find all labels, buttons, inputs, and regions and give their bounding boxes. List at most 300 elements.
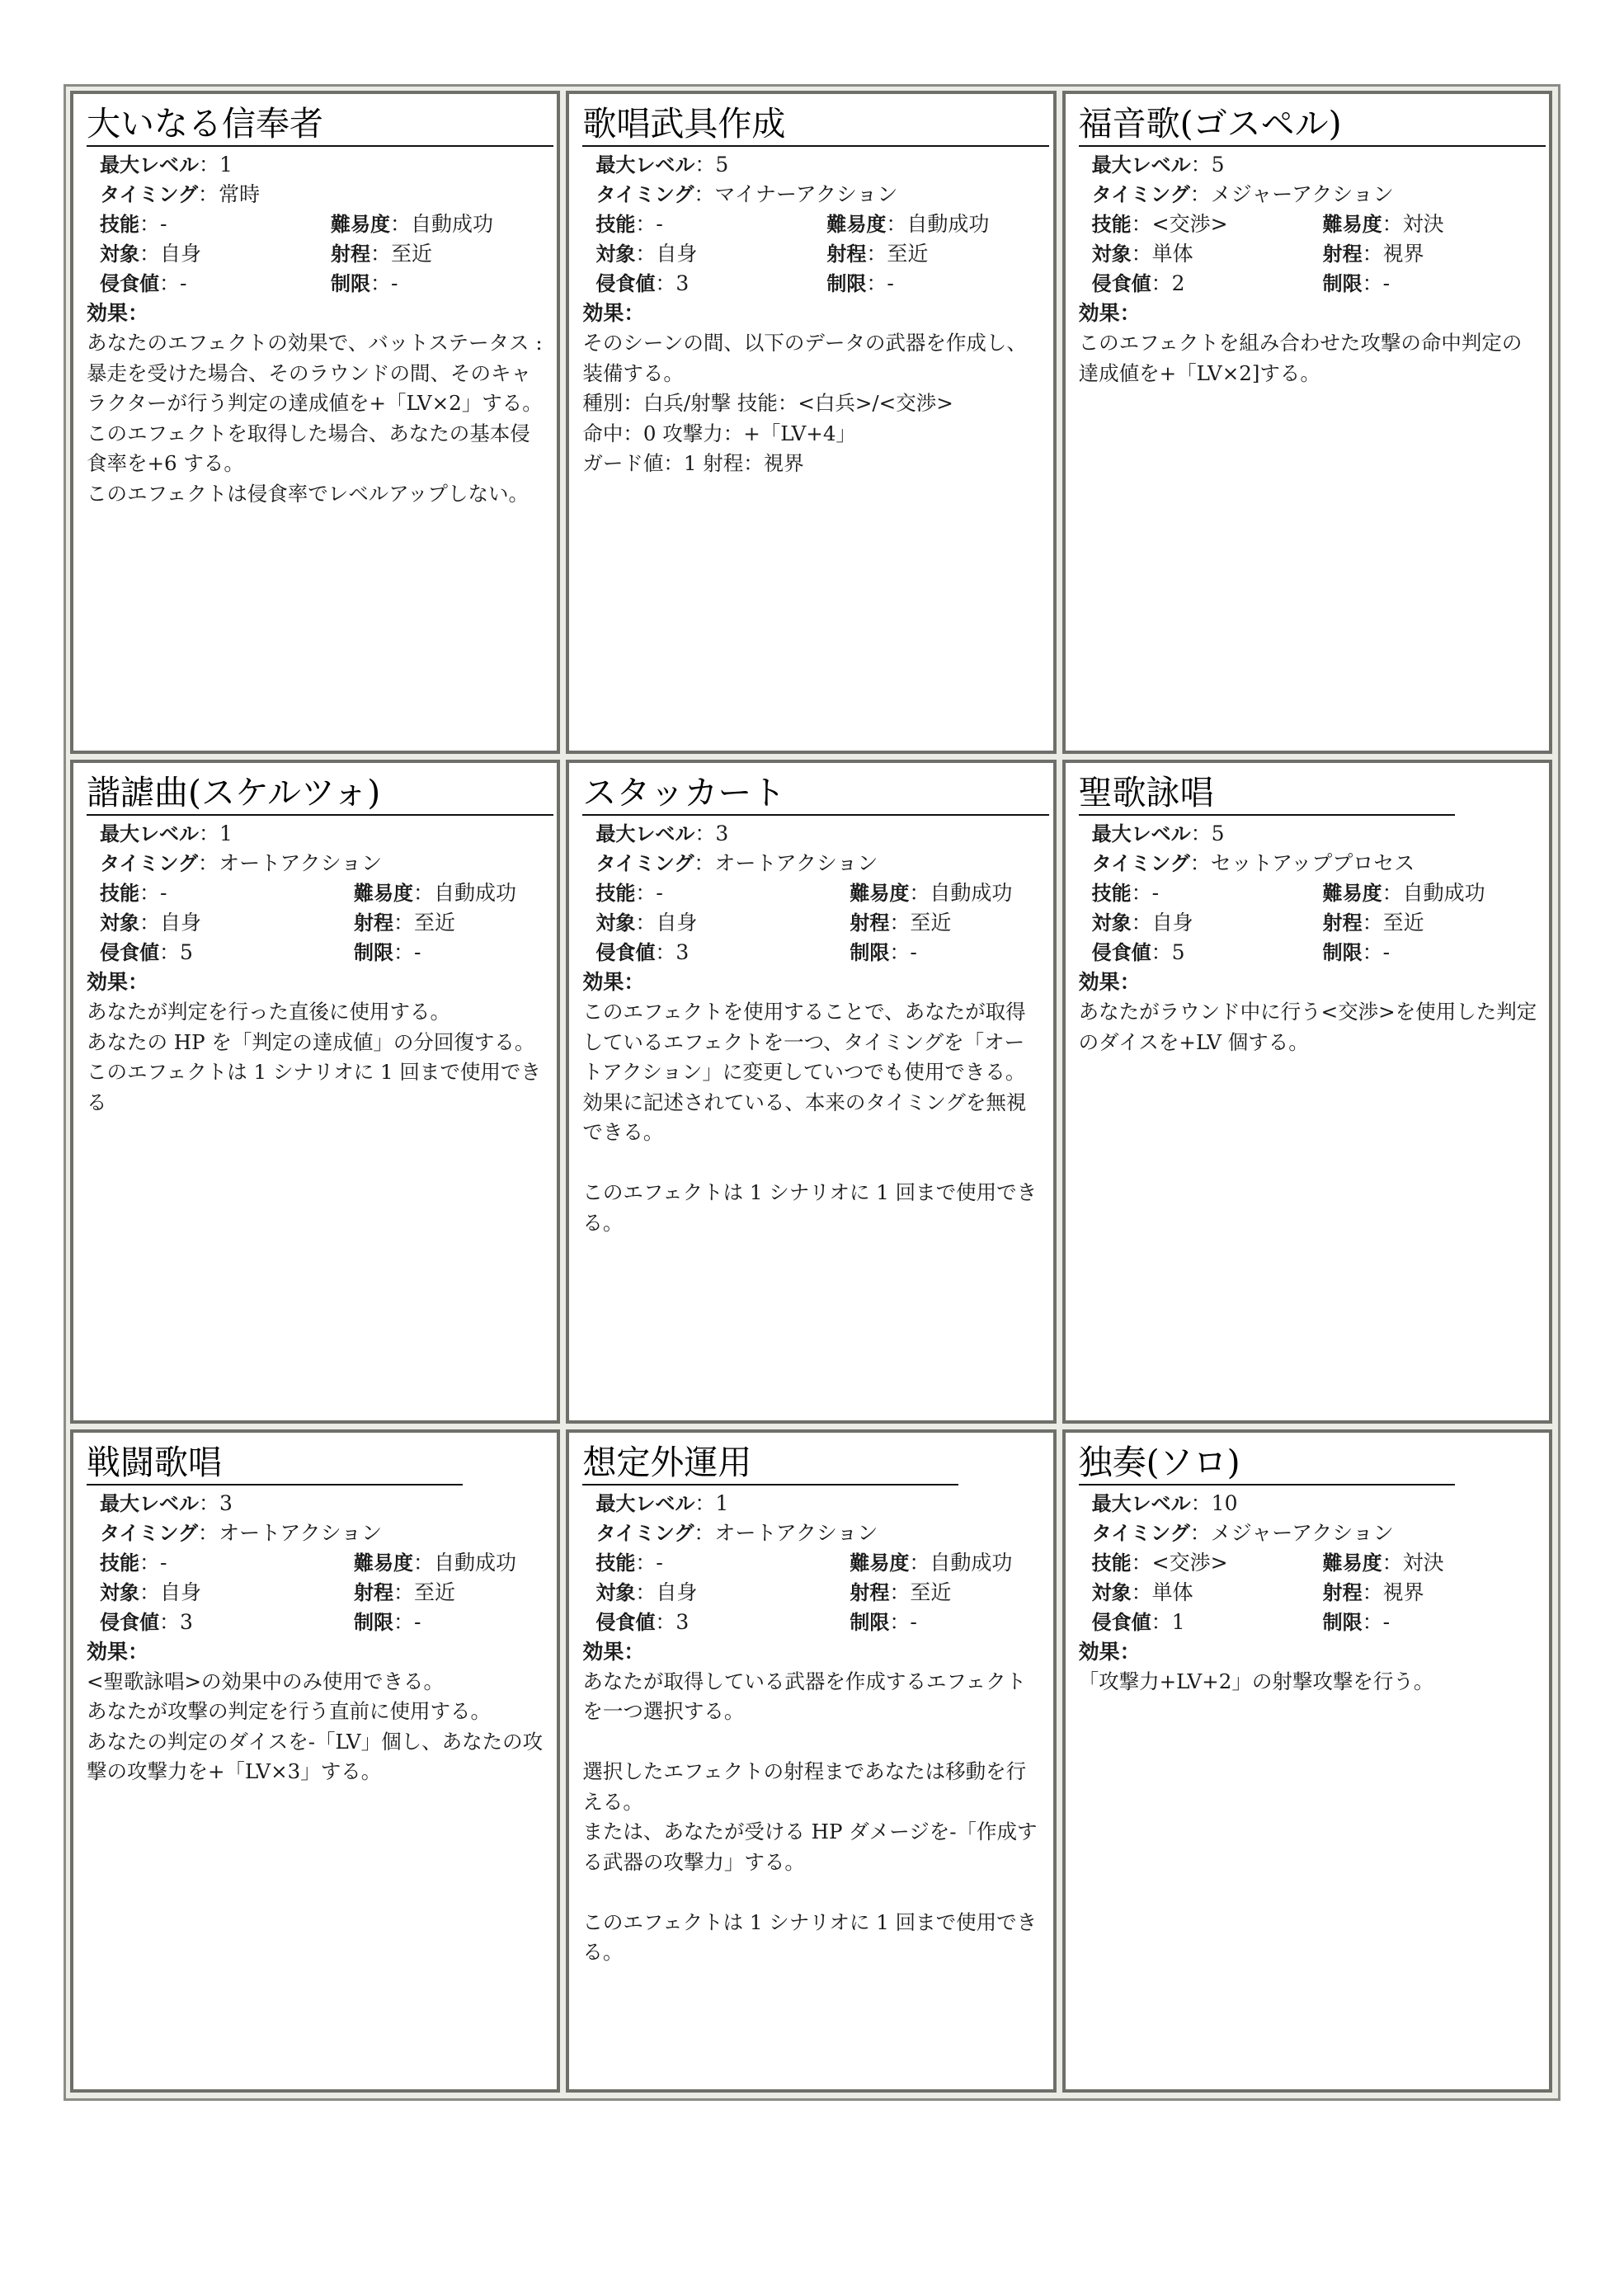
- timing-value: オートアクション: [219, 851, 383, 876]
- effect-card-7: [70, 1429, 560, 2093]
- effect-heading: [582, 1637, 1041, 1667]
- effect-line: ガード値：1 射程：視界: [582, 451, 804, 475]
- max-level-label: 最大レベル: [100, 822, 199, 846]
- target-label: 対象: [1091, 242, 1132, 266]
- erosion-value: -: [180, 271, 187, 295]
- separator: ：: [1362, 911, 1383, 935]
- effect-label: 効果: [87, 301, 129, 325]
- timing-value: 常時: [219, 182, 261, 206]
- effect-line: 選択したエフェクトの射程まであなたは移動を行える。: [582, 1759, 1027, 1814]
- effect-text: [87, 1667, 545, 1787]
- skill-label: 技能: [100, 213, 139, 236]
- difficulty-value: 自動成功: [434, 881, 517, 906]
- erosion-value: 3: [675, 1609, 690, 1634]
- separator: ：: [1382, 212, 1403, 236]
- limit-value: -: [414, 1609, 421, 1634]
- stat-row-target: [1092, 239, 1537, 269]
- card-stats: [87, 1489, 545, 1637]
- stat-row-target: [100, 239, 545, 269]
- erosion-label: 侵食値: [100, 1610, 159, 1634]
- separator: ：: [635, 911, 657, 935]
- difficulty-label: 難易度: [850, 882, 910, 906]
- card-stats: [87, 150, 545, 299]
- separator: ：: [624, 970, 645, 995]
- limit-label: 制限: [1322, 272, 1363, 295]
- skill-label: 技能: [1091, 882, 1132, 906]
- skill-label: 技能: [100, 882, 139, 906]
- separator: ：: [1362, 940, 1383, 965]
- effect-line: このエフェクトは 1 シナリオに 1 回まで使用できる: [87, 1060, 541, 1114]
- stat-row-timing: [595, 849, 1041, 878]
- effect-heading: [87, 299, 545, 328]
- effect-line: あなたの HP を「判定の達成値」の分回復する。: [87, 1029, 535, 1054]
- stat-row-max-level: [1092, 150, 1537, 180]
- separator: ：: [159, 271, 181, 295]
- difficulty-label: 難易度: [826, 213, 887, 236]
- timing-value: セットアッププロセス: [1210, 851, 1415, 876]
- erosion-value: 3: [675, 940, 690, 965]
- target-label: 対象: [595, 1580, 636, 1604]
- range-value: 至近: [887, 242, 929, 266]
- range-label: 射程: [1322, 242, 1363, 266]
- target-value: 単体: [1151, 1580, 1193, 1604]
- skill-value: -: [1151, 881, 1160, 906]
- stat-row-max-level: [100, 819, 545, 849]
- limit-value: -: [887, 271, 894, 295]
- range-value: 至近: [910, 911, 952, 935]
- effect-card-3: [1062, 91, 1552, 754]
- effect-line: 「攻撃力+LV+2」の射撃攻撃を行う。: [1078, 1669, 1434, 1693]
- stat-row-max-level: [595, 1489, 1041, 1518]
- max-level-value: 1: [219, 822, 233, 846]
- separator: ：: [909, 1550, 930, 1575]
- separator: ：: [635, 881, 657, 906]
- range-label: 射程: [354, 1580, 393, 1604]
- effect-label: 効果: [582, 970, 624, 995]
- range-label: 射程: [850, 911, 890, 935]
- separator: ：: [635, 1550, 657, 1575]
- card-stats: [1079, 819, 1537, 968]
- target-label: 対象: [100, 911, 139, 935]
- card-stats: [87, 819, 545, 968]
- skill-label: 技能: [1091, 1551, 1132, 1575]
- separator: ：: [199, 1490, 220, 1515]
- stat-row-target: [595, 908, 1041, 938]
- timing-label: タイミング: [100, 183, 199, 206]
- range-value: 至近: [414, 911, 456, 935]
- limit-label: 制限: [1322, 941, 1363, 965]
- max-level-value: 1: [715, 1490, 729, 1515]
- effect-line: 効果に記述されている、本来のタイミングを無視できる。: [582, 1090, 1027, 1145]
- range-value: 至近: [391, 242, 433, 266]
- difficulty-label: 難易度: [354, 1551, 413, 1575]
- effect-text: [582, 997, 1041, 1238]
- erosion-value: 3: [180, 1609, 193, 1634]
- limit-label: 制限: [850, 1610, 890, 1634]
- effect-label: 効果: [1078, 1639, 1120, 1664]
- erosion-value: 2: [1171, 271, 1185, 295]
- card-stats: [1079, 1489, 1537, 1637]
- limit-value: -: [414, 940, 421, 965]
- stat-row-skill: [595, 210, 1041, 239]
- separator: ：: [624, 1639, 645, 1664]
- max-level-label: 最大レベル: [100, 1491, 199, 1515]
- timing-label: タイミング: [1091, 183, 1190, 206]
- effect-card-1: [70, 91, 560, 754]
- difficulty-value: 自動成功: [930, 1550, 1013, 1575]
- timing-value: オートアクション: [219, 1520, 383, 1545]
- separator: ：: [1362, 1580, 1383, 1604]
- card-title: 独奏(ソロ): [1079, 1441, 1455, 1486]
- limit-label: 制限: [331, 272, 370, 295]
- separator: ：: [889, 940, 911, 965]
- stat-row-timing: [595, 180, 1041, 210]
- difficulty-label: 難易度: [1322, 1551, 1382, 1575]
- stat-row-erosion: [100, 1608, 545, 1637]
- stat-row-timing: [1092, 849, 1537, 878]
- max-level-label: 最大レベル: [1091, 153, 1191, 177]
- separator: ：: [866, 242, 887, 266]
- effect-line: あなたが取得している武器を作成するエフェクトを一つ選択する。: [582, 1669, 1027, 1724]
- effect-line: [582, 1148, 1041, 1179]
- erosion-value: 5: [1171, 940, 1185, 965]
- erosion-label: 侵食値: [1091, 272, 1151, 295]
- target-value: 自身: [160, 1580, 202, 1604]
- separator: ：: [390, 212, 412, 236]
- stat-row-erosion: [1092, 938, 1537, 968]
- stat-row-skill: [1092, 1548, 1537, 1578]
- effect-card-2: [566, 91, 1056, 754]
- effect-text: [1079, 997, 1537, 1057]
- effect-line: あなたのエフェクトの効果で、バットステータス :暴走を受けた場合、そのラウンドの間、そのキャラクターが行う判定の達成値を+「LV×2」する。: [87, 331, 543, 415]
- separator: ：: [139, 1550, 161, 1575]
- separator: ：: [866, 271, 887, 295]
- limit-value: -: [391, 271, 398, 295]
- effect-line: 命中：0 攻撃力：+「LV+4」: [582, 421, 856, 445]
- stat-row-erosion: [1092, 269, 1537, 299]
- limit-value: -: [910, 1609, 917, 1634]
- effect-line: 種別：白兵/射撃 技能：<白兵>/<交渉>: [582, 391, 953, 415]
- separator: ：: [198, 182, 219, 206]
- range-label: 射程: [354, 911, 393, 935]
- skill-value: -: [656, 212, 663, 236]
- separator: ：: [655, 271, 676, 295]
- stat-row-timing: [100, 1518, 545, 1548]
- stat-row-target: [1092, 1578, 1537, 1608]
- separator: ：: [1362, 1609, 1383, 1634]
- target-value: 自身: [656, 242, 698, 266]
- skill-value: <交渉>: [1151, 1550, 1228, 1575]
- separator: ：: [199, 153, 220, 177]
- stat-row-erosion: [100, 938, 545, 968]
- card-title: 聖歌詠唱: [1079, 771, 1455, 816]
- stat-row-max-level: [1092, 1489, 1537, 1518]
- difficulty-label: 難易度: [1322, 882, 1382, 906]
- separator: ：: [1382, 1550, 1403, 1575]
- effect-card-4: [70, 760, 560, 1423]
- limit-label: 制限: [850, 941, 890, 965]
- erosion-label: 侵食値: [595, 272, 656, 295]
- effect-card-6: [1062, 760, 1552, 1423]
- card-stats: [1079, 150, 1537, 299]
- erosion-label: 侵食値: [1091, 1610, 1151, 1634]
- effect-label: 効果: [1078, 301, 1120, 325]
- separator: ：: [1189, 1520, 1211, 1545]
- separator: ：: [139, 911, 161, 935]
- effect-line: あなたの判定のダイスを-「LV」個し、あなたの攻撃の攻撃力を+「LV×3」する。: [87, 1729, 544, 1784]
- effect-heading: [1079, 299, 1537, 328]
- max-level-value: 10: [1211, 1490, 1238, 1515]
- max-level-value: 3: [219, 1490, 233, 1515]
- erosion-value: 1: [1171, 1609, 1185, 1634]
- timing-value: オートアクション: [714, 1520, 878, 1545]
- target-label: 対象: [100, 1580, 139, 1604]
- effect-text: [1079, 1667, 1537, 1697]
- effect-line: このエフェクトは 1 シナリオに 1 回まで使用できる。: [582, 1909, 1038, 1965]
- target-value: 単体: [1151, 242, 1193, 266]
- range-label: 射程: [331, 242, 370, 266]
- timing-label: タイミング: [1091, 1521, 1190, 1545]
- difficulty-label: 難易度: [354, 882, 413, 906]
- limit-value: -: [1382, 940, 1391, 965]
- separator: ：: [655, 1609, 676, 1634]
- separator: ：: [1119, 301, 1141, 325]
- stat-row-max-level: [1092, 819, 1537, 849]
- effect-label: 効果: [582, 1639, 624, 1664]
- separator: ：: [1189, 182, 1211, 206]
- separator: ：: [1131, 881, 1152, 906]
- separator: ：: [1362, 271, 1383, 295]
- difficulty-value: 自動成功: [411, 212, 494, 236]
- stat-row-skill: [100, 210, 545, 239]
- effect-heading: [582, 299, 1041, 328]
- card-title: 戦闘歌唱: [87, 1441, 463, 1486]
- separator: ：: [889, 911, 911, 935]
- stat-row-target: [1092, 908, 1537, 938]
- separator: ：: [635, 242, 657, 266]
- skill-value: -: [656, 881, 663, 906]
- skill-label: 技能: [100, 1551, 139, 1575]
- separator: ：: [1119, 970, 1141, 995]
- effect-line: そのシーンの間、以下のデータの武器を作成し、装備する。: [582, 331, 1027, 385]
- timing-value: オートアクション: [714, 851, 878, 876]
- timing-value: メジャーアクション: [1210, 182, 1394, 206]
- card-title: 想定外運用: [582, 1441, 958, 1486]
- effect-text: [87, 997, 545, 1118]
- separator: ：: [128, 301, 149, 325]
- timing-value: マイナーアクション: [714, 182, 898, 206]
- erosion-label: 侵食値: [100, 272, 159, 295]
- target-value: 自身: [656, 1580, 698, 1604]
- effect-card-9: [1062, 1429, 1552, 2093]
- stat-row-skill: [100, 878, 545, 908]
- difficulty-label: 難易度: [331, 213, 390, 236]
- skill-label: 技能: [595, 882, 636, 906]
- separator: ：: [198, 851, 219, 876]
- target-label: 対象: [1091, 1580, 1132, 1604]
- max-level-value: 1: [219, 153, 233, 177]
- separator: ：: [624, 301, 645, 325]
- target-value: 自身: [656, 911, 698, 935]
- skill-label: 技能: [595, 213, 636, 236]
- card-title: 大いなる信奉者: [87, 102, 553, 147]
- separator: ：: [1190, 153, 1212, 177]
- limit-label: 制限: [1322, 1610, 1363, 1634]
- separator: ：: [1131, 1550, 1152, 1575]
- difficulty-value: 自動成功: [906, 212, 990, 236]
- timing-value: メジャーアクション: [1210, 1520, 1394, 1545]
- target-label: 対象: [595, 242, 636, 266]
- separator: ：: [393, 1609, 415, 1634]
- effect-line: [582, 1727, 1041, 1758]
- erosion-label: 侵食値: [100, 941, 159, 965]
- separator: ：: [393, 911, 415, 935]
- separator: ：: [139, 881, 161, 906]
- card-title: スタッカート: [582, 771, 1049, 816]
- max-level-label: 最大レベル: [595, 1491, 695, 1515]
- effect-line: このエフェクトは 1 シナリオに 1 回まで使用できる。: [582, 1180, 1038, 1235]
- range-label: 射程: [1322, 911, 1363, 935]
- stat-row-erosion: [1092, 1608, 1537, 1637]
- card-title: 福音歌(ゴスペル): [1079, 102, 1546, 147]
- difficulty-label: 難易度: [1322, 213, 1382, 236]
- card-title: 諧謔曲(スケルツォ): [87, 771, 553, 816]
- skill-value: -: [160, 881, 167, 906]
- difficulty-value: 対決: [1402, 212, 1444, 236]
- limit-label: 制限: [354, 1610, 393, 1634]
- effect-label: 効果: [582, 301, 624, 325]
- difficulty-value: 自動成功: [930, 881, 1013, 906]
- stat-row-max-level: [595, 150, 1041, 180]
- effect-text: [582, 1667, 1041, 1968]
- effect-heading: [87, 1637, 545, 1667]
- range-value: 視界: [1382, 242, 1424, 266]
- card-stats: [582, 1489, 1041, 1637]
- separator: ：: [1189, 851, 1211, 876]
- target-value: 自身: [1151, 911, 1193, 935]
- separator: ：: [1131, 212, 1152, 236]
- separator: ：: [128, 1639, 149, 1664]
- skill-value: -: [160, 212, 167, 236]
- separator: ：: [655, 940, 676, 965]
- max-level-value: 5: [1211, 822, 1225, 846]
- effect-line: または、あなたが受ける HP ダメージを-「作成する武器の攻撃力」する。: [582, 1820, 1038, 1874]
- separator: ：: [139, 212, 161, 236]
- separator: ：: [139, 242, 161, 266]
- separator: ：: [909, 881, 930, 906]
- range-label: 射程: [1322, 1580, 1363, 1604]
- stat-row-max-level: [100, 150, 545, 180]
- skill-label: 技能: [595, 1551, 636, 1575]
- timing-label: タイミング: [1091, 852, 1190, 876]
- erosion-value: 3: [675, 271, 690, 295]
- stat-row-max-level: [100, 1489, 545, 1518]
- timing-label: タイミング: [100, 852, 199, 876]
- stat-row-max-level: [595, 819, 1041, 849]
- max-level-value: 3: [715, 822, 729, 846]
- separator: ：: [694, 153, 716, 177]
- separator: ：: [694, 1490, 716, 1515]
- target-label: 対象: [1091, 911, 1132, 935]
- effect-card-8: [566, 1429, 1056, 2093]
- skill-label: 技能: [1091, 213, 1132, 236]
- skill-value: -: [656, 1550, 663, 1575]
- difficulty-value: 対決: [1402, 1550, 1444, 1575]
- separator: ：: [413, 881, 435, 906]
- stat-row-target: [595, 1578, 1041, 1608]
- difficulty-label: 難易度: [850, 1551, 910, 1575]
- limit-value: -: [1382, 271, 1391, 295]
- stat-row-target: [595, 239, 1041, 269]
- limit-value: -: [1382, 1609, 1391, 1634]
- erosion-label: 侵食値: [1091, 941, 1151, 965]
- card-stats: [582, 150, 1041, 299]
- separator: ：: [694, 822, 716, 846]
- separator: ：: [159, 1609, 181, 1634]
- range-value: 至近: [414, 1580, 456, 1604]
- effect-line: あなたが判定を行った直後に使用する。: [87, 1000, 450, 1024]
- separator: ：: [139, 1580, 161, 1604]
- separator: ：: [694, 1520, 715, 1545]
- range-label: 射程: [826, 242, 867, 266]
- stat-row-skill: [1092, 878, 1537, 908]
- range-value: 至近: [1382, 911, 1424, 935]
- separator: ：: [1131, 242, 1152, 266]
- card-title: 歌唱武具作成: [582, 102, 1049, 147]
- stat-row-timing: [1092, 1518, 1537, 1548]
- separator: ：: [198, 1520, 219, 1545]
- separator: ：: [199, 822, 220, 846]
- stat-row-timing: [100, 849, 545, 878]
- effect-line: あなたがラウンド中に行う<交渉>を使用した判定のダイスを+LV 個する。: [1078, 1000, 1537, 1054]
- target-value: 自身: [160, 242, 202, 266]
- effect-text: [1079, 328, 1537, 388]
- effect-line: <聖歌詠唱>の効果中のみ使用できる。: [87, 1669, 445, 1693]
- erosion-label: 侵食値: [595, 1610, 656, 1634]
- separator: ：: [128, 970, 149, 995]
- limit-label: 制限: [826, 272, 867, 295]
- effect-line: このエフェクトを使用することで、あなたが取得しているエフェクトを一つ、タイミングを「オートアクション」に変更していつでも使用できる。: [582, 1000, 1026, 1085]
- separator: ：: [635, 1580, 657, 1604]
- timing-label: タイミング: [100, 1521, 199, 1545]
- effect-heading: [1079, 968, 1537, 997]
- range-value: 至近: [910, 1580, 952, 1604]
- separator: ：: [370, 242, 392, 266]
- effect-line: あなたが攻撃の判定を行う直前に使用する。: [87, 1699, 491, 1724]
- skill-value: <交渉>: [1151, 212, 1228, 236]
- effect-line: [582, 1877, 1041, 1908]
- separator: ：: [1190, 822, 1212, 846]
- stat-row-erosion: [595, 269, 1041, 299]
- stat-row-erosion: [100, 269, 545, 299]
- range-value: 視界: [1382, 1580, 1424, 1604]
- separator: ：: [1151, 271, 1172, 295]
- erosion-label: 侵食値: [595, 941, 656, 965]
- max-level-value: 5: [1211, 153, 1225, 177]
- stat-row-skill: [100, 1548, 545, 1578]
- separator: ：: [1382, 881, 1403, 906]
- effect-line: このエフェクトを組み合わせた攻撃の命中判定の達成値を+「LV×2]する。: [1078, 331, 1523, 385]
- separator: ：: [889, 1580, 911, 1604]
- separator: ：: [1119, 1639, 1141, 1664]
- card-stats: [582, 819, 1041, 968]
- max-level-label: 最大レベル: [1091, 822, 1191, 846]
- stat-row-erosion: [595, 938, 1041, 968]
- separator: ：: [159, 940, 181, 965]
- stat-row-target: [100, 1578, 545, 1608]
- target-label: 対象: [100, 242, 139, 266]
- limit-value: -: [910, 940, 917, 965]
